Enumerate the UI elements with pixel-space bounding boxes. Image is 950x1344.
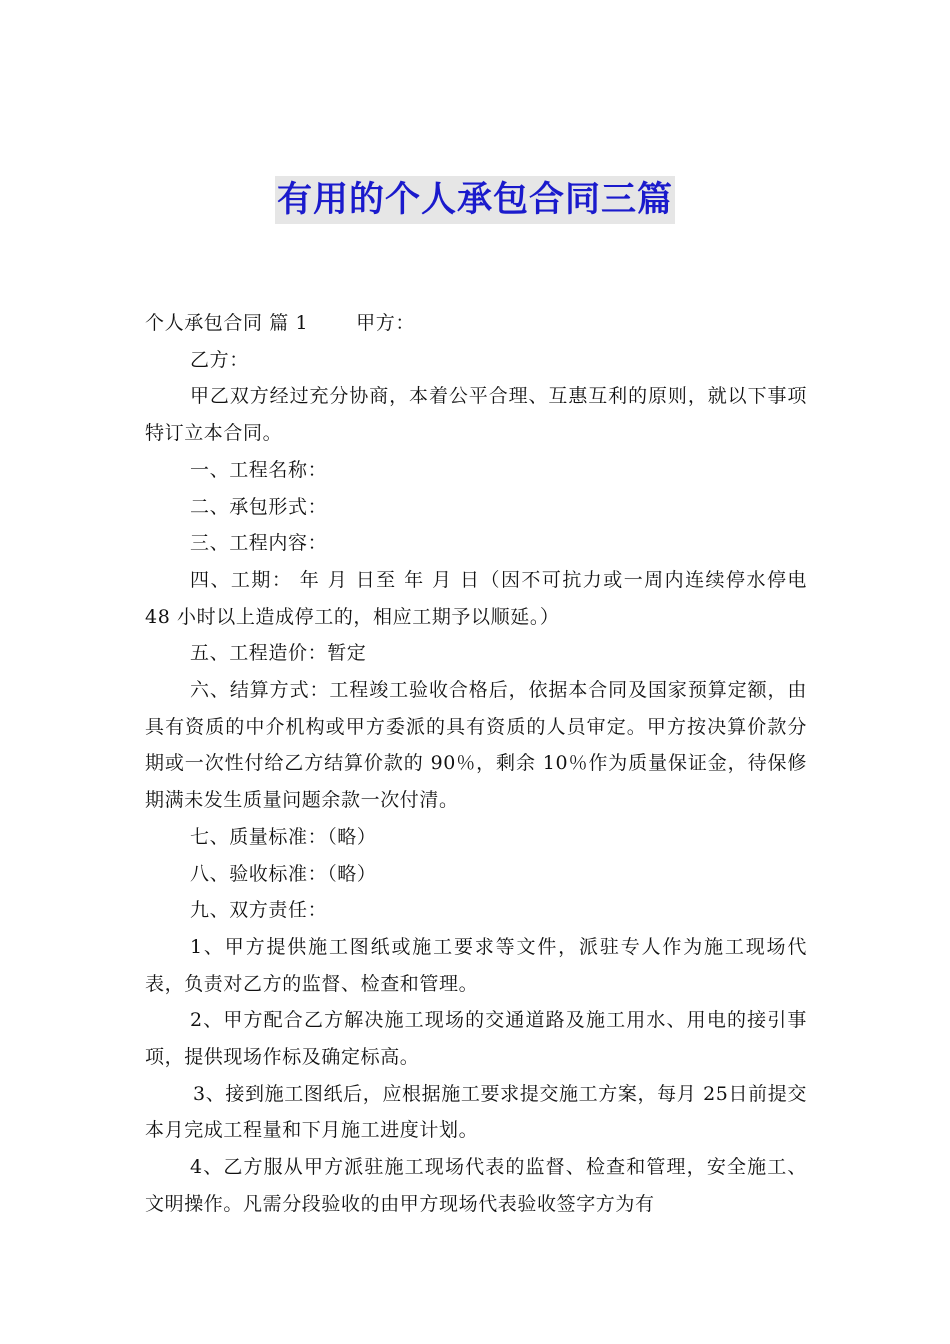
- paragraph-party-b: 乙方：: [190, 348, 249, 371]
- paragraph-project-name: 一、工程名称：: [190, 458, 328, 481]
- heading-line: [145, 305, 807, 342]
- paragraph-preamble: 甲乙双方经过充分协商，本着公平合理、互惠互利的原则，就以下事项特订立本合同。: [145, 385, 807, 445]
- contract-section-label: 个人承包合同 篇 1: [145, 312, 309, 334]
- paragraph-settlement: 六、结算方式：工程竣工验收合格后，依据本合同及国家预算定额，由具有资质的中介机构或甲方委派的具有资质的人员审定。甲方按决算价款分期或一次性付给乙方结算价款的 90％，剩余 10％作为质量保证金，待保修期满未发生质量问题余款一次付清。: [145, 679, 807, 812]
- title-container: [0, 176, 950, 224]
- paragraph-item-3: 3、接到施工图纸后，应根据施工要求提交施工方案，每月 25日前提交本月完成工程量和下月施工进度计划。: [145, 1082, 807, 1142]
- paragraph-item-2: 2、甲方配合乙方解决施工现场的交通道路及施工用水、用电的接引事项，提供现场作标及确定标高。: [145, 1009, 807, 1069]
- paragraph-item-4: 4、乙方服从甲方派驻施工现场代表的监督、检查和管理，安全施工、文明操作。凡需分段验收的由甲方现场代表验收签字方为有: [145, 1156, 807, 1215]
- paragraph-item-1: 1、甲方提供施工图纸或施工要求等文件，派驻专人作为施工现场代表，负责对乙方的监督、检查和管理。: [145, 935, 807, 995]
- paragraph-cost: 五、工程造价：暂定: [190, 642, 367, 665]
- paragraph-responsibilities: 九、双方责任：: [190, 899, 328, 922]
- paragraph-quality-standard: 七、质量标准：（略）: [190, 825, 377, 848]
- paragraph-contract-form: 二、承包形式：: [190, 495, 328, 518]
- paragraph-duration: 四、工期： 年 月 日至 年 月 日（因不可抗力或一周内连续停水停电 48 小时以上造成停工的，相应工期予以顺延。）: [145, 568, 807, 628]
- document-title: 有用的个人承包合同三篇: [275, 176, 675, 224]
- party-a-label: 甲方：: [356, 312, 415, 334]
- paragraph-project-content: 三、工程内容：: [190, 532, 328, 555]
- paragraph-acceptance-standard: 八、验收标准：（略）: [190, 862, 377, 885]
- document-body: [145, 305, 807, 1223]
